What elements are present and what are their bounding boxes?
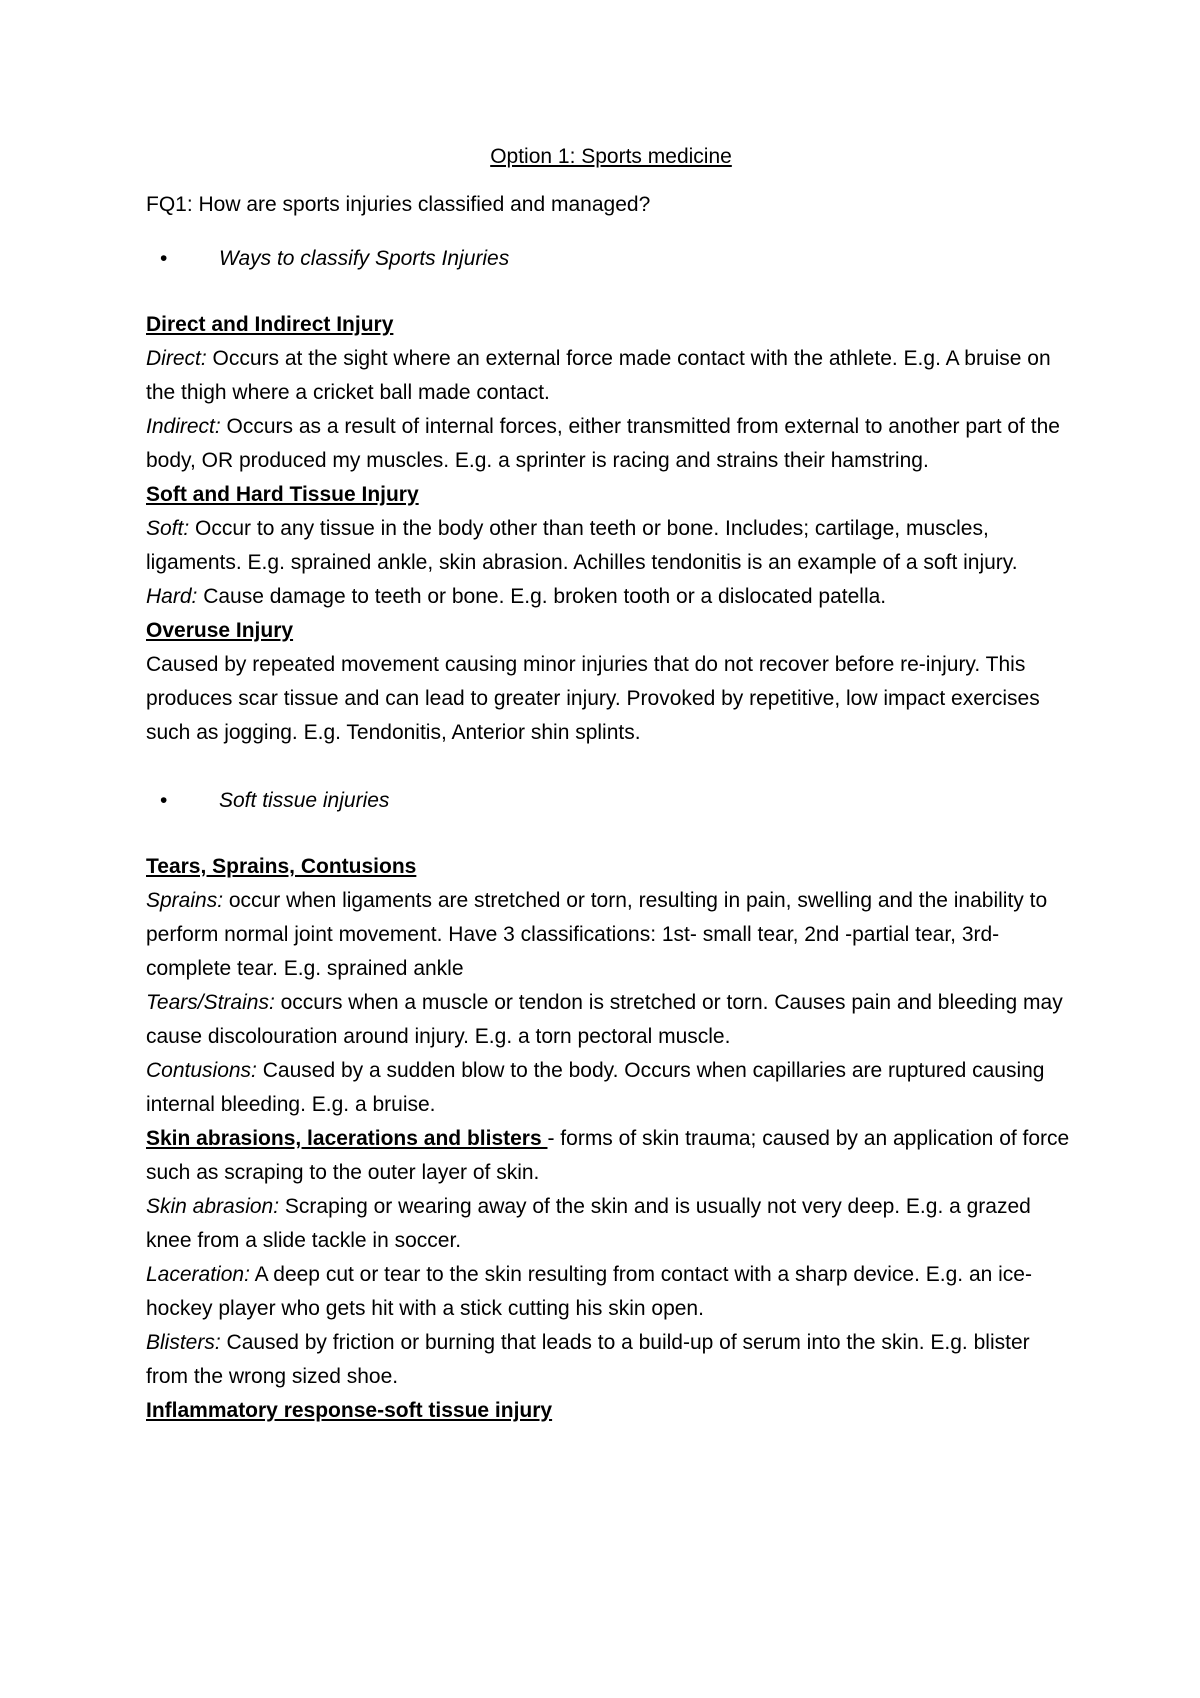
term-hard: Hard: (146, 585, 198, 608)
text-hard: Cause damage to teeth or bone. E.g. broken tooth or a dislocated patella. (197, 585, 887, 608)
term-strains: Tears/Strains: (146, 991, 275, 1014)
paragraph-indirect (146, 410, 1076, 478)
text-direct: Occurs at the sight where an external force made contact with the athlete. E.g. A bruise on the thigh where a cricket ball made contact. (146, 347, 1051, 404)
term-direct: Direct: (146, 347, 207, 370)
term-laceration: Laceration: (146, 1263, 250, 1286)
section-heading-skin: Skin abrasions, lacerations and blisters (146, 1127, 548, 1150)
term-soft: Soft: (146, 517, 190, 540)
section-heading-overuse: Overuse Injury (146, 619, 294, 642)
text-laceration: A deep cut or tear to the skin resulting from contact with a sharp device. E.g. an ice-hockey player who gets hit with a stick cutting his skin open. (146, 1263, 1032, 1320)
bullet-dot-icon: • (160, 247, 168, 270)
term-blisters: Blisters: (146, 1331, 221, 1354)
text-abrasion: Scraping or wearing away of the skin and is usually not very deep. E.g. a grazed knee from a slide tackle in soccer. (146, 1195, 1031, 1252)
section-heading-inflammatory: Inflammatory response-soft tissue injury (146, 1399, 553, 1422)
text-blisters: Caused by friction or burning that leads to a build-up of serum into the skin. E.g. blister from the wrong sized shoe. (146, 1331, 1030, 1388)
document-title: Option 1: Sports medicine (490, 145, 732, 168)
term-sprains: Sprains: (146, 889, 224, 912)
section-heading-direct-indirect: Direct and Indirect Injury (146, 313, 394, 336)
paragraph-skin-trauma (146, 1122, 1076, 1190)
section-heading-tears: Tears, Sprains, Contusions (146, 855, 417, 878)
paragraph-direct (146, 342, 1076, 410)
text-skin-trauma: - forms of skin trauma; caused by an application of force such as scraping to the outer layer of skin. (146, 1127, 1070, 1184)
text-indirect: Occurs as a result of internal forces, either transmitted from external to another part of the body, OR produced my muscles. E.g. a sprinter is racing and strains their hamstring. (146, 415, 1060, 472)
paragraph-hard (146, 580, 1076, 614)
paragraph-contusions (146, 1054, 1076, 1122)
paragraph-laceration (146, 1258, 1076, 1326)
paragraph-abrasion (146, 1190, 1076, 1258)
bullet-item (146, 784, 1076, 818)
bullet-item (146, 242, 1076, 276)
focus-question: FQ1: How are sports injuries classified and managed? (146, 193, 651, 216)
term-contusions: Contusions: (146, 1059, 257, 1082)
section-heading-soft-hard: Soft and Hard Tissue Injury (146, 483, 419, 506)
paragraph-blisters (146, 1326, 1076, 1394)
text-strains: occurs when a muscle or tendon is stretched or torn. Causes pain and bleeding may cause discolouration around injury. E.g. a torn pectoral muscle. (146, 991, 1063, 1048)
bullet-text: Ways to classify Sports Injuries (219, 247, 510, 270)
term-indirect: Indirect: (146, 415, 221, 438)
bullet-dot-icon: • (160, 789, 168, 812)
text-soft: Occur to any tissue in the body other than teeth or bone. Includes; cartilage, muscles, ligaments. E.g. sprained ankle, skin abrasion. Achilles tendonitis is an example of a soft injury. (146, 517, 1018, 574)
paragraph-strains (146, 986, 1076, 1054)
bullet-text: Soft tissue injuries (219, 789, 390, 812)
text-sprains: occur when ligaments are stretched or torn, resulting in pain, swelling and the inability to perform normal joint movement. Have 3 classifications: 1st- small tear, 2nd -partial tear, 3rd- complete tear. E.g. sprained ankle (146, 889, 1048, 980)
paragraph-soft (146, 512, 1076, 580)
paragraph-sprains (146, 884, 1076, 986)
text-contusions: Caused by a sudden blow to the body. Occurs when capillaries are ruptured causing internal bleeding. E.g. a bruise. (146, 1059, 1045, 1116)
document-body (146, 140, 1076, 1428)
paragraph-overuse: Caused by repeated movement causing minor injuries that do not recover before re-injury. This produces scar tissue and can lead to greater injury. Provoked by repetitive, low impact exercises such as jogging. E.g. Tendonitis, Anterior shin splints. (146, 653, 1040, 744)
term-abrasion: Skin abrasion: (146, 1195, 280, 1218)
